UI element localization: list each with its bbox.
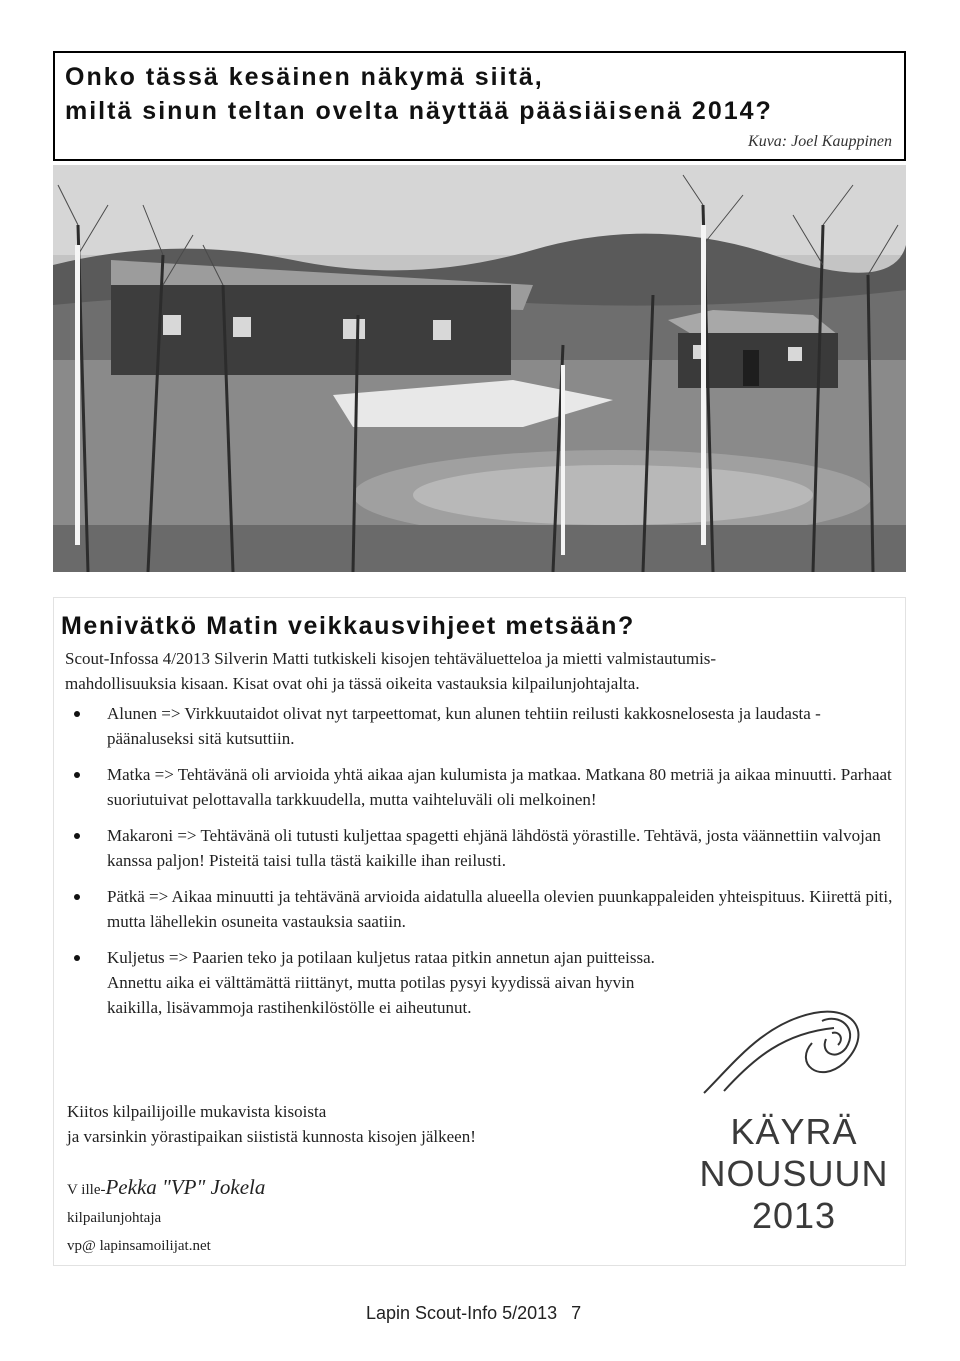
bullet-icon [74,894,80,900]
logo-text-line-2: NOUSUUN [699,1153,889,1194]
list-item-text: Alunen => Virkkuutaidot olivat nyt tarpeettomat, kun alunen tehtiin reilusti kakkosnelosesta ja laudasta - päänaluseksi sitä kutsuttiin. [107,704,821,748]
signature-prefix: V ille- [67,1182,106,1198]
article [53,597,906,1266]
signature-email: vp@ lapinsamoilijat.net [67,1238,211,1254]
list-item-text: Kuljetus => Paarien teko ja potilaan kuljetus rataa pitkin annetun ajan puitteissa. Annettu aika ei välttämättä riittänyt, mutta potilas pysyi kyydissä aivan hyvin kaikilla, lisävammoja rastihenkilöstölle ei aiheutunut. [107,948,655,1017]
article-title: Menivätkö Matin veikkausvihjeet metsään? [61,612,635,640]
list-item [54,762,897,812]
logo-curve-icon [694,973,894,1103]
small-cabin [668,310,838,388]
photo-credit: Kuva: Joel Kauppinen [748,133,892,150]
logo-text-line-3: 2013 [751,1195,837,1236]
headline-line-1: Onko tässä kesäinen näkymä siitä, [65,63,544,91]
list-item-text: Matka => Tehtävänä oli arvioida yhtä aikaa ajan kulumista ja matkaa. Matkana 80 metriä ja aikaa minuutti. Parhaat suoriutuivat pelottavalla tarkkuudella, mutta vaihteluväli oli melkoinen! [107,765,892,809]
page-number: 7 [571,1303,582,1323]
headline-line-2: miltä sinun teltan ovelta näyttää pääsiäisenä 2014? [65,97,773,125]
list-item [54,823,897,873]
bullet-icon [74,772,80,778]
list-item [54,945,687,1020]
publication-name: Lapin Scout-Info 5/2013 [366,1303,558,1323]
intro-line-1: Scout-Infossa 4/2013 Silverin Matti tutkiskeli kisojen tehtäväluetteloa ja mietti valmistautumis- [65,649,717,668]
signature-script: Pekka "VP" Jokela [105,1175,266,1199]
list-item [54,701,897,751]
logo-text-line-1: KÄYRÄ [730,1111,858,1152]
list-item-text: Pätkä => Aikaa minuutti ja tehtävänä arvioida aidatulla alueella olevien puunkappaleiden yhteispituus. Kiirettä piti, mutta lähellekin osuneita vastauksia saatiin. [107,887,893,931]
landscape-photo [53,165,906,572]
signature-name [67,1173,265,1204]
headline-box [53,51,906,161]
list-item [54,884,897,934]
thanks-line-1: Kiitos kilpailijoille mukavista kisoista [67,1102,327,1121]
article-intro [65,646,905,696]
list-item-text: Makaroni => Tehtävänä oli tutusti kuljettaa spagetti ehjänä lähdöstä yörastille. Tehtävä, josta väännettiin valvojan kanssa paljon! Pisteitä taisi tulla tästä kaikille ihan reilusti. [107,826,881,870]
signature-role: kilpailunjohtaja [67,1210,162,1226]
kayra-nousuun-logo [694,973,894,1243]
page-footer [366,1303,581,1324]
thanks-line-2: ja varsinkin yörastipaikan siististä kunnosta kisojen jälkeen! [67,1127,476,1146]
bullet-icon [74,833,80,839]
signature-block [67,1173,265,1260]
bullet-icon [74,955,80,961]
bullet-icon [74,711,80,717]
intro-line-2: mahdollisuuksia kisaan. Kisat ovat ohi ja tässä oikeita vastauksia kilpailunjohtajalta. [65,674,640,693]
thanks-text [67,1099,476,1149]
